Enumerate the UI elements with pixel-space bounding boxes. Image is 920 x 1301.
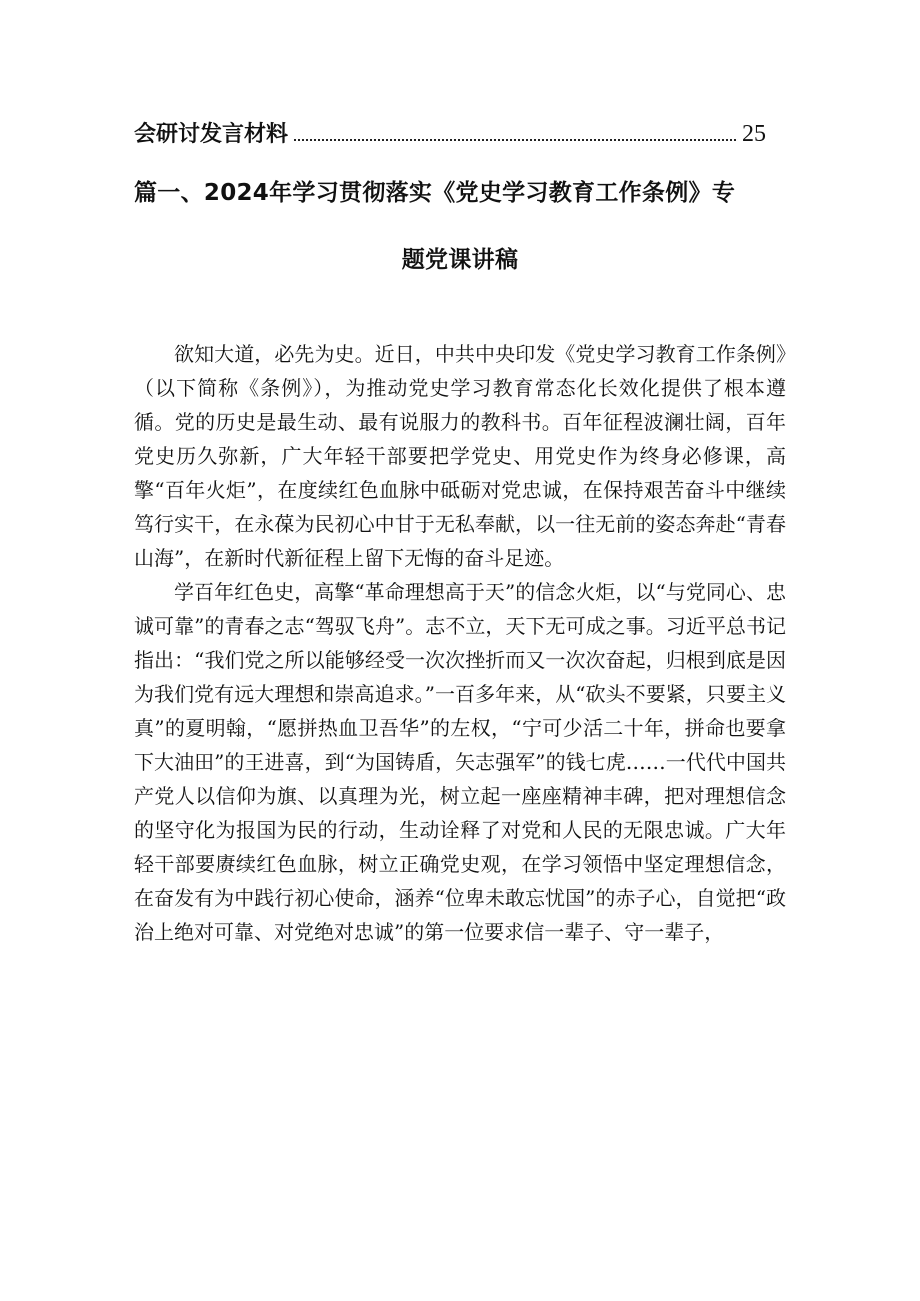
paragraph-1: 欲知大道，必先为史。近日，中共中央印发《党史学习教育工作条例》（以下简称《条例》），为推动党史学习教育常态化长效化提供了根本遵循。党的历史是最生动、最有说服力的教科书。百年征程波澜壮阔，百年党史历久弥新，广大年轻干部要把学党史、用党史作为终身必修课，高擎“百年火炬”，在度续红色血脉中砥砺对党忠诚，在保持艰苦奋斗中继续笃行实干，在永葆为民初心中甘于无私奉献，以一往无前的姿态奔赴“青春山海”，在新时代新征程上留下无悔的奋斗足迹。: [134, 342, 786, 570]
section-heading-line-2: 题党课讲稿: [401, 247, 519, 273]
section-heading-line-1: 篇一、2024年学习贯彻落实《党史学习教育工作条例》专: [134, 180, 736, 206]
toc-dot-leader: [294, 139, 736, 141]
toc-entry[interactable]: [134, 114, 766, 148]
toc-entry-title: 会研讨发言材料: [134, 122, 289, 147]
body-text: [134, 337, 786, 949]
paragraph-2: 学百年红色史，高擎“革命理想高于天”的信念火炬，以“与党同心、忠诚可靠”的青春之志“驾驭飞舟”。志不立，天下无可成之事。习近平总书记指出：“我们党之所以能够经受一次次挫折而又一次次奋起，归根到底是因为我们党有远大理想和崇高追求。”一百多年来，从“砍头不要紧，只要主义真”的夏明翰，“愿拼热血卫吾华”的左权，“宁可少活二十年，拼命也要拿下大油田”的王进喜，到“为国铸盾，矢志强军”的钱七虎……一代代中国共产党人以信仰为旗、以真理为光，树立起一座座精神丰碑，把对理想信念的坚守化为报国为民的行动，生动诠释了对党和人民的无限忠诚。广大年轻干部要赓续红色血脉，树立正确党史观，在学习领悟中坚定理想信念，在奋发有为中践行初心使命，涵养“位卑未敢忘忧国”的赤子心，自觉把“政治上绝对可靠、对党绝对忠诚”的第一位要求信一辈子、守一辈子，: [134, 580, 786, 944]
toc-entry-page-number: 25: [742, 121, 766, 147]
